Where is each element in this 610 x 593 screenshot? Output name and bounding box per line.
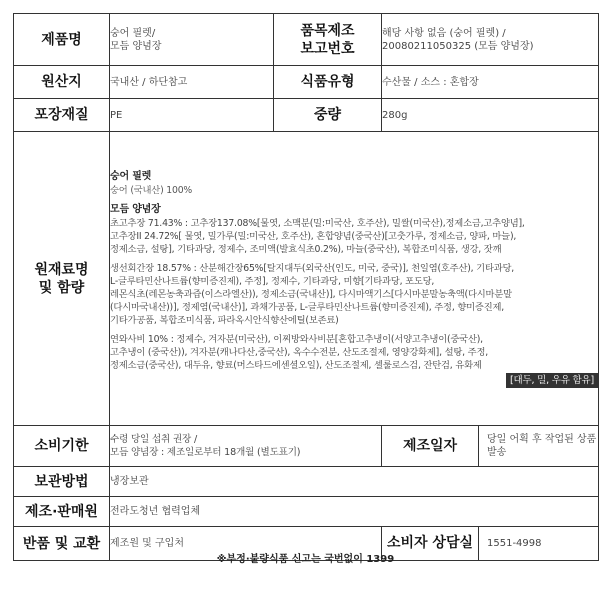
product-name-line-1: 숭어 필렛/ — [110, 27, 156, 39]
fish-content: 숭어 (국내산) 100% — [110, 184, 193, 196]
storage-value: 냉장보관 — [110, 467, 599, 497]
sauce-3-line-2: 고추냉이 (중국산)), 겨자분(캐나다산,중국산), 옥수수전분, 산도조절제, 영양강화제], 설탕, 주정, — [110, 346, 488, 358]
origin-label: 원산지 — [14, 66, 110, 99]
row-origin — [14, 66, 599, 99]
storage-label: 보관방법 — [14, 467, 110, 497]
row-product-name — [14, 14, 599, 66]
ingredients-label-line-1: 원재료명 — [34, 261, 89, 278]
report-no-value — [382, 14, 599, 66]
row-packaging — [14, 99, 599, 132]
row-storage — [14, 467, 599, 497]
origin-value: 국내산 / 하단참고 — [110, 66, 274, 99]
row-seller — [14, 497, 599, 527]
seller-value: 전라도청년 협력업체 — [110, 497, 599, 527]
sauce-paragraph-3 — [110, 333, 598, 372]
product-name-line-2: 모듬 양념장 — [110, 40, 162, 52]
product-name-label: 제품명 — [14, 14, 110, 66]
report-no-label-line-2: 보고번호 — [300, 40, 355, 57]
packaging-value: PE — [110, 99, 274, 132]
sauce-1-line-2: 고추장II 24.72%[ 물엿, 밀가루(밀:미국산, 호주산), 혼합양념(중국산)[고춧가루, 정제소금, 양파, 마늘), — [110, 230, 517, 242]
ingredients-label — [14, 132, 110, 426]
weight-value: 280g — [382, 99, 599, 132]
expiry-label: 소비기한 — [14, 426, 110, 467]
sauce-1-line-3: 정제소금, 설탕], 기타과당, 정제수, 조미액(발효식초0.2%), 마늘(중국산), 복합조미식품, 생강, 잣깨 — [110, 243, 502, 255]
sauce-paragraph-1 — [110, 217, 598, 256]
returns-label: 반품 및 교환 — [14, 527, 110, 561]
mfg-date-cell — [382, 426, 599, 467]
sauce-title: 모듬 양념장 — [110, 203, 161, 215]
expiry-line-1: 수령 당일 섭취 권장 / — [110, 434, 197, 445]
row-expiry — [14, 426, 599, 467]
sauce-3-line-3: 정제소금(중국산), 대두유, 향료(머스타드에센셜오일), 산도조절제, 셀룰로스검, 잔탄검, 유화제 — [110, 359, 482, 371]
allergen-badge: [대두, 밀, 우유 함유] — [506, 373, 598, 388]
sauce-2-line-4: (다시마국내산))], 정제염(국내산)], 과채가공품, L-글루타민산나트륨(향미증진제), 주정, 향미증진제, — [110, 301, 505, 313]
mfg-date-value: 당일 어획 후 작업된 상품 발송 — [487, 434, 597, 458]
sauce-2-line-3: 레몬식초(레몬농축과즙(이스라엘산)), 정제소금(국내산)], 다시마액기스[다시마분말농축액(다시마분말 — [110, 288, 512, 300]
sauce-3-line-1: 연와사비 10% : 정제수, 겨자분(미국산), 이찌방와사비분[혼합고추냉이(서양고추냉이(중국산), — [110, 333, 483, 345]
sauce-2-line-2: L-글루타민산나트륨(향미증진제), 주정], 정제수, 기타과당, 미향[기타과당, 포도당, — [110, 275, 435, 287]
report-notice: ※부정·불량식품 신고는 국번없이 1399 — [216, 554, 395, 565]
consult-label: 소비자 상담실 — [382, 527, 479, 560]
ingredients-label-line-2: 및 함량 — [38, 279, 85, 296]
food-type-value: 수산물 / 소스 : 혼합장 — [382, 66, 599, 99]
report-no-line-1: 해당 사항 없음 (숭어 필렛) / — [382, 27, 506, 39]
sauce-1-line-1: 초고추장 71.43% : 고추장137.08%[물엿, 소맥분(밀:미국산, 호주산), 밀쌀(미국산),정제소금,고추양념], — [110, 217, 525, 229]
packaging-label: 포장재질 — [14, 99, 110, 132]
returns-value: 제조원 및 구입처 — [110, 527, 382, 561]
report-no-label-line-1: 품목제조 — [300, 22, 355, 39]
expiry-value — [110, 426, 382, 467]
sauce-2-line-1: 생선회간장 18.57% : 산분해간장65%[탈지대두(외국산(인도, 미국, 중국)], 천일염(호주산), 기타과당, — [110, 262, 515, 274]
product-name-value — [110, 14, 274, 66]
fish-title: 숭어 필렛 — [110, 170, 152, 182]
seller-label: 제조·판매원 — [14, 497, 110, 527]
weight-label: 중량 — [274, 99, 382, 132]
sauce-2-line-5: 기타가공품, 복합조미식품, 파라옥시안식향산에틸(보존료) — [110, 314, 339, 326]
food-type-label: 식품유형 — [274, 66, 382, 99]
mfg-date-label: 제조일자 — [382, 426, 479, 466]
report-no-label — [274, 14, 382, 66]
product-info-table — [13, 13, 599, 561]
report-no-line-2: 20080211050325 (모듬 양념장) — [382, 40, 534, 52]
consult-value: 1551-4998 — [487, 538, 542, 549]
ingredients-content — [110, 132, 599, 426]
expiry-line-2: 모듬 양념장 : 제조일로부터 18개월 (별도표기) — [110, 447, 301, 458]
sauce-paragraph-2 — [110, 262, 598, 327]
row-ingredients — [14, 132, 599, 426]
